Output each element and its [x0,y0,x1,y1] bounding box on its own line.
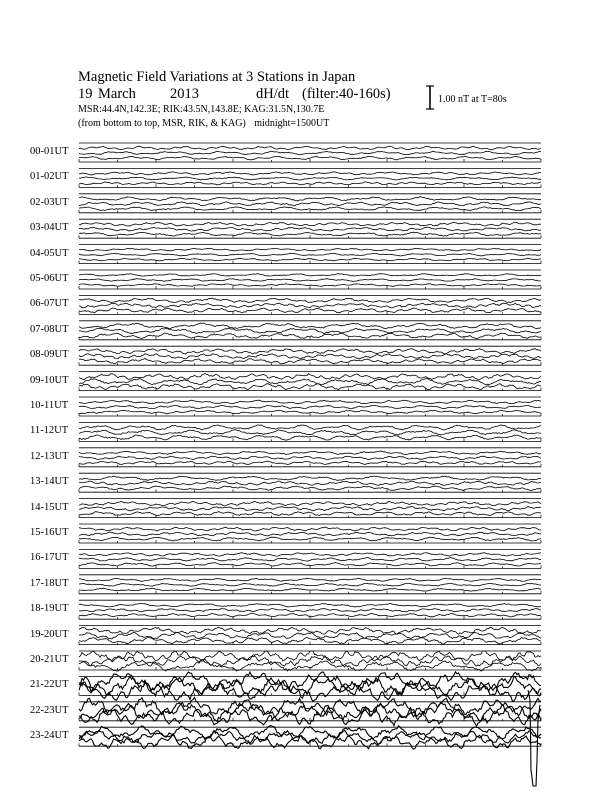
quantity-label: dH/dt [256,86,290,102]
trace-kag [79,578,541,581]
hour-label: 15-16UT [30,527,69,538]
date-year: 2013 [170,86,199,102]
hour-label: 20-21UT [30,654,69,665]
trace-kag [79,697,541,715]
trace-rik [79,583,541,586]
trace-msr [79,681,541,701]
trace-rik [79,279,541,282]
trace-kag [79,451,541,455]
hour-label: 01-02UT [30,171,69,183]
trace-msr [79,284,541,287]
trace-msr [79,613,541,617]
trace-kag [79,146,541,150]
hour-label: 06-07UT [30,298,69,310]
trace-msr [79,588,541,591]
trace-rik [79,379,541,385]
trace-rik [79,202,541,206]
station-order-note: (from bottom to top, MSR, RIK, & KAG) [78,118,246,129]
trace-kag [79,604,541,608]
hour-label: 09-10UT [30,374,69,386]
hour-label: 03-04UT [30,222,69,234]
trace-kag [79,476,541,480]
trace-kag [79,400,541,404]
chart-title: Magnetic Field Variations at 3 Stations in Japan [78,69,356,85]
trace-rik [79,354,541,359]
midnight-note: midnight=1500UT [254,118,330,129]
station-coordinates: MSR:44.4N,142.3E; RIK:43.5N,143.8E; KAG:31.5N,130.7E [78,104,325,115]
trace-rik [79,532,541,536]
trace-rik [79,253,541,256]
hour-label: 22-23UT [30,704,69,716]
hour-label: 08-09UT [30,349,69,361]
hour-label: 18-19UT [30,603,69,615]
hour-label: 23-24UT [30,730,69,742]
hour-label: 21-22UT [30,679,69,691]
trace-kag [79,553,541,557]
hour-label: 11-12UT [30,425,69,437]
trace-kag [79,323,541,329]
date-day: 19 [78,86,93,102]
trace-rik [79,558,541,562]
trace-rik [79,151,541,155]
trace-rik [79,328,541,333]
trace-kag [79,172,541,175]
trace-kag [79,222,541,226]
trace-kag [79,298,541,303]
hour-label: 04-05UT [30,247,69,259]
trace-rik [79,507,541,511]
hour-label: 10-11UT [30,400,69,411]
trace-rik [79,303,541,308]
trace-rik [79,481,541,485]
trace-rik [79,456,541,459]
trace-rik [79,405,541,409]
hour-label: 07-08UT [30,323,69,335]
filter-label: (filter:40-160s) [302,86,391,102]
trace-kag [79,248,541,251]
trace-msr [79,258,541,261]
trace-kag [79,527,541,531]
trace-msr [79,563,541,567]
trace-kag [79,349,541,354]
hour-label: 16-17UT [30,552,69,564]
trace-rik [79,227,541,231]
hour-label: 17-18UT [30,577,69,589]
trace-kag [79,501,541,506]
trace-rik [79,632,541,639]
hour-label: 14-15UT [30,501,69,513]
trace-rik [79,177,541,180]
scale-bar-label: 1.00 nT at T=80s [438,94,507,105]
trace-rik [79,430,541,435]
trace-kag [79,197,541,201]
hour-label: 13-14UT [30,476,69,488]
hour-label: 12-13UT [30,450,69,462]
date-month: March [98,86,136,102]
hour-label: 02-03UT [30,196,69,208]
trace-rik [79,609,541,612]
hour-label: 05-06UT [30,273,69,284]
trace-rik [79,656,541,666]
trace-kag [79,425,541,430]
hour-label: 19-20UT [30,628,69,640]
hour-label: 00-01UT [30,146,69,157]
trace-kag [79,374,541,380]
trace-kag [79,274,541,276]
